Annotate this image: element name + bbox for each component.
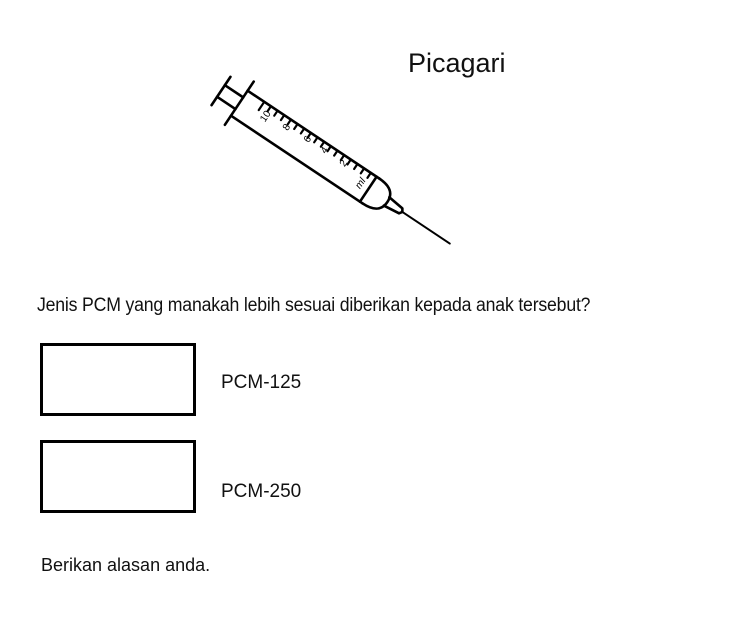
checkbox-pcm-125[interactable] bbox=[40, 343, 196, 416]
scale-label: 4 bbox=[318, 145, 332, 156]
scale-label: 8 bbox=[280, 122, 294, 133]
unit-label: ml bbox=[353, 176, 369, 192]
question-text: Jenis PCM yang manakah lebih sesuai diberikan kepada anak tersebut? bbox=[37, 295, 591, 316]
scale-label: 2 bbox=[337, 158, 351, 169]
option-label-pcm-250: PCM-250 bbox=[221, 481, 302, 502]
scale-label: 6 bbox=[301, 134, 315, 145]
figure-title: Picagari bbox=[408, 48, 506, 78]
syringe-icon bbox=[190, 55, 470, 265]
scale-label: 10 bbox=[258, 108, 274, 125]
reason-prompt: Berikan alasan anda. bbox=[41, 555, 211, 575]
syringe-illustration bbox=[190, 55, 470, 265]
option-label-pcm-125: PCM-125 bbox=[221, 372, 302, 393]
checkbox-pcm-250[interactable] bbox=[40, 440, 196, 513]
